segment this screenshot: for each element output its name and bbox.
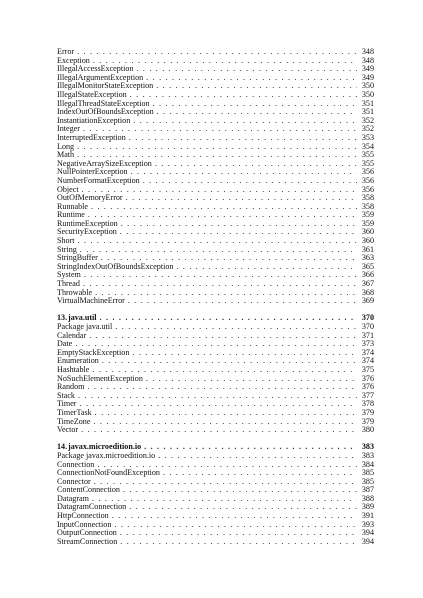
- page-number: 368: [361, 287, 374, 297]
- toc-entry: [57, 486, 374, 495]
- entry-label: Hashtable: [57, 364, 90, 374]
- page-number: 359: [361, 218, 374, 228]
- page-number: 350: [361, 89, 374, 99]
- page-number: 385: [361, 468, 374, 478]
- dot-leader: [131, 168, 357, 177]
- dot-leader: [77, 48, 357, 57]
- dot-leader: [130, 91, 357, 100]
- entry-label: Runtime: [57, 210, 85, 220]
- page-number: 348: [361, 55, 374, 65]
- entry-label: OutputConnection: [57, 528, 117, 538]
- page-number: 391: [361, 511, 374, 521]
- entry-label: HttpConnection: [57, 511, 109, 521]
- entry-label: InstantiationException: [57, 115, 131, 125]
- page-number: 394: [361, 528, 374, 538]
- page-number: 388: [361, 493, 374, 503]
- toc-entry: [57, 426, 374, 435]
- toc-entry: [57, 297, 374, 306]
- toc-entry: [57, 263, 374, 272]
- dot-leader: [84, 271, 357, 280]
- dot-leader: [126, 194, 357, 203]
- page-number: 384: [361, 459, 374, 469]
- page-number: 356: [361, 184, 374, 194]
- page-number: 351: [361, 107, 374, 117]
- entry-label: OutOfMemoryError: [57, 193, 123, 203]
- toc-entry: [57, 48, 374, 57]
- page-number: 352: [361, 115, 374, 125]
- entry-label: NullPointerException: [57, 167, 128, 177]
- dot-leader: [129, 503, 357, 512]
- chapter-title-text: javax.microedition.io: [68, 442, 142, 452]
- entry-label: String: [57, 244, 77, 254]
- entry-label: Package java.util: [57, 322, 113, 331]
- dot-leader: [120, 529, 357, 538]
- toc-entry: [57, 418, 374, 427]
- toc-entry: [57, 271, 374, 280]
- toc-entry: [57, 177, 374, 186]
- entry-label: SecurityException: [57, 227, 117, 237]
- page-number: 370: [361, 322, 374, 331]
- toc-entry: [57, 203, 374, 212]
- toc-entry: [57, 280, 374, 289]
- entry-label: Connector: [57, 476, 91, 486]
- entry-label: Throwable: [57, 287, 93, 297]
- dot-leader: [80, 246, 357, 255]
- dot-leader: [78, 392, 357, 401]
- entry-label: StringBuffer: [57, 253, 98, 263]
- page-number: 365: [361, 261, 374, 271]
- dot-leader: [143, 177, 357, 186]
- page-number: 356: [361, 167, 374, 177]
- toc-entry: [57, 452, 374, 461]
- page-number: 359: [361, 210, 374, 220]
- entry-label: NoSuchElementException: [57, 373, 143, 383]
- dot-leader: [136, 65, 357, 74]
- entry-label: ContentConnection: [57, 485, 120, 495]
- entry-label: Connection: [57, 459, 95, 469]
- dot-leader: [112, 512, 357, 521]
- page-number: 355: [361, 150, 374, 160]
- entry-label: Object: [57, 184, 79, 194]
- dot-leader: [163, 469, 357, 478]
- page-number: 379: [361, 407, 374, 417]
- page-number: 374: [361, 347, 374, 357]
- dot-leader: [153, 100, 357, 109]
- dot-leader: [146, 375, 357, 384]
- toc-entry: [57, 349, 374, 358]
- dot-leader: [102, 357, 357, 366]
- page-number: 389: [361, 502, 374, 512]
- dot-leader: [114, 521, 357, 530]
- entry-label: IllegalArgumentException: [57, 72, 144, 82]
- page-number: 394: [361, 536, 374, 546]
- dot-leader: [77, 143, 357, 152]
- dot-leader: [95, 409, 357, 418]
- page-number: 366: [361, 270, 374, 280]
- page-number: 377: [361, 390, 374, 400]
- entry-label: NegativeArraySizeException: [57, 158, 152, 168]
- table-of-contents: [57, 48, 374, 546]
- entry-label: Short: [57, 236, 75, 246]
- dot-leader: [176, 263, 357, 272]
- page-number: 379: [361, 416, 374, 426]
- dot-leader: [146, 74, 357, 83]
- toc-entry: [57, 117, 374, 126]
- entry-label: Integer: [57, 124, 80, 134]
- dot-leader: [155, 160, 357, 169]
- dot-leader: [81, 426, 357, 435]
- dot-leader: [120, 228, 357, 237]
- toc-entry: [57, 375, 374, 384]
- page-number: 358: [361, 193, 374, 203]
- dot-leader: [115, 323, 357, 332]
- page-number: 350: [361, 81, 374, 91]
- entry-label: NumberFormatException: [57, 175, 140, 185]
- dot-leader: [94, 478, 357, 487]
- page-number: 371: [361, 330, 374, 340]
- dot-leader: [95, 289, 357, 298]
- toc-entry: [57, 237, 374, 246]
- page-number: 352: [361, 124, 374, 134]
- page-number: 351: [361, 98, 374, 108]
- page-number: 387: [361, 485, 374, 495]
- chapter-number: 14.: [57, 442, 68, 452]
- entry-label: Math: [57, 150, 75, 160]
- page-number: 374: [361, 356, 374, 366]
- page-number: 370: [361, 313, 374, 323]
- entry-label: IllegalMonitorStateException: [57, 81, 154, 91]
- dot-leader: [78, 237, 357, 246]
- entry-label: Calendar: [57, 330, 87, 340]
- dot-leader: [120, 538, 357, 547]
- page-number: 367: [361, 279, 374, 289]
- entry-label: Long: [57, 141, 75, 151]
- entry-label: Timer: [57, 399, 77, 409]
- toc-entry: [57, 246, 374, 255]
- toc-entry: [57, 392, 374, 401]
- dot-leader: [156, 82, 357, 91]
- entry-label: VirtualMachineError: [57, 296, 125, 306]
- entry-label: EmptyStackException: [57, 347, 130, 357]
- toc-entry: [57, 538, 374, 547]
- page-number: 385: [361, 476, 374, 486]
- page-number: 376: [361, 373, 374, 383]
- dot-leader: [121, 220, 357, 229]
- entry-label: ConnectionNotFoundException: [57, 468, 160, 478]
- entry-label: Thread: [57, 279, 80, 289]
- page-number: 380: [361, 425, 374, 435]
- entry-label: Package javax.microedition.io: [57, 450, 156, 460]
- page-number: 358: [361, 201, 374, 211]
- entry-label: IllegalThreadStateException: [57, 98, 150, 108]
- toc-entry: [57, 357, 374, 366]
- page-number: 393: [361, 519, 374, 529]
- dot-leader: [158, 452, 357, 461]
- toc-entry: [57, 332, 374, 341]
- dot-leader: [133, 117, 357, 126]
- entry-label: StreamConnection: [57, 536, 118, 546]
- dot-leader: [129, 134, 357, 143]
- page-number: 348: [361, 47, 374, 56]
- entry-label: Datagram: [57, 493, 89, 503]
- toc-entry: [57, 194, 374, 203]
- entry-label: InputConnection: [57, 519, 112, 529]
- entry-label: DatagramConnection: [57, 502, 127, 512]
- entry-label: Error: [57, 47, 75, 56]
- page-number: 383: [361, 442, 374, 452]
- page-number: 361: [361, 244, 374, 254]
- entry-label: InterruptedException: [57, 132, 126, 142]
- page-number: 349: [361, 72, 374, 82]
- page-number: 360: [361, 227, 374, 237]
- entry-label: Random: [57, 382, 85, 392]
- toc-entry: [57, 383, 374, 392]
- dot-leader: [80, 400, 358, 409]
- dot-leader: [92, 495, 357, 504]
- toc-entry: [57, 469, 374, 478]
- toc-entry: [57, 400, 374, 409]
- page-number: 383: [361, 450, 374, 460]
- dot-leader: [144, 443, 357, 452]
- dot-leader: [93, 418, 357, 427]
- chapter-title-text: java.util: [68, 313, 97, 323]
- page-number: 369: [361, 296, 374, 306]
- section-gap: [57, 306, 374, 315]
- entry-label: Vector: [57, 425, 79, 435]
- entry-label: Stack: [57, 390, 75, 400]
- dot-leader: [83, 280, 357, 289]
- page-number: 373: [361, 339, 374, 349]
- entry-label: TimeZone: [57, 416, 91, 426]
- toc-entry: [57, 143, 374, 152]
- entry-label: StringIndexOutOfBoundsException: [57, 261, 174, 271]
- dot-leader: [128, 297, 357, 306]
- page-number: 360: [361, 236, 374, 246]
- page-number: 353: [361, 132, 374, 142]
- page-number: 349: [361, 64, 374, 74]
- entry-label: IllegalAccessException: [57, 64, 134, 74]
- page-number: 355: [361, 158, 374, 168]
- dot-leader: [132, 349, 357, 358]
- dot-leader: [87, 383, 357, 392]
- dot-leader: [100, 314, 357, 323]
- entry-label: System: [57, 270, 81, 280]
- page-number: 354: [361, 141, 374, 151]
- page-number: 363: [361, 253, 374, 263]
- page-number: 356: [361, 175, 374, 185]
- dot-leader: [123, 486, 357, 495]
- entry-label: TimerTask: [57, 407, 92, 417]
- page-number: 376: [361, 382, 374, 392]
- dot-leader: [88, 211, 357, 220]
- entry-label: Runnable: [57, 201, 89, 211]
- dot-leader: [157, 108, 357, 117]
- entry-label: RuntimeException: [57, 218, 118, 228]
- entry-label: Exception: [57, 55, 90, 65]
- page-number: 378: [361, 399, 374, 409]
- dot-leader: [91, 203, 357, 212]
- entry-label: Date: [57, 339, 73, 349]
- toc-entry: [57, 323, 374, 332]
- entry-label: IndexOutOfBoundsException: [57, 107, 154, 117]
- toc-entry: [57, 134, 374, 143]
- dot-leader: [89, 332, 357, 341]
- chapter-number: 13.: [57, 313, 68, 323]
- toc-entry: [57, 228, 374, 237]
- entry-label: IllegalStateException: [57, 89, 127, 99]
- page-number: 375: [361, 364, 374, 374]
- toc-entry: [57, 409, 374, 418]
- entry-label: Enumeration: [57, 356, 99, 366]
